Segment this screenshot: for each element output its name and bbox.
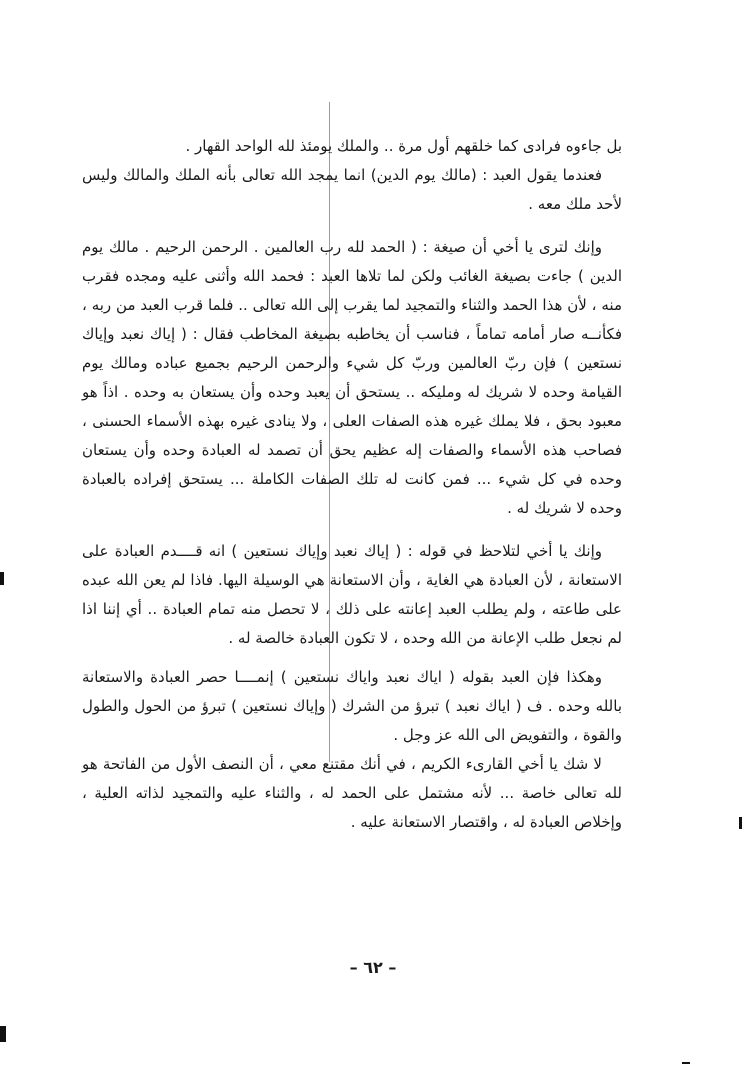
scan-mark [739, 817, 742, 829]
paragraph-6: لا شك يا أخي القارىء الكريم ، في أنك مقتنع معي ، أن النصف الأول من الفاتحة هو لله تعالى خاصة ... لأنه مشتمل على الحمد له ، والثناء عليه والتمجيد لذاته العلية ، وإخلاص العبادة له ، واقتصار الاستعانة عليه . [82, 755, 622, 831]
body-text [82, 132, 622, 837]
paragraph-1: بل جاءوه فرادى كما خلقهم أول مرة .. والملك يومئذ لله الواحد القهار . [185, 137, 622, 155]
page-number: – ٦٢ – [349, 958, 397, 977]
scan-mark [0, 1026, 6, 1042]
paragraph-4: وإنك يا أخي لتلاحظ في قوله : ( إياك نعبد وإياك نستعين ) انه قــــدم العبادة على الاستعانة ، لأن العبادة هي الغاية ، وأن الاستعانة هي الوسيلة اليها. فاذا لم يعن الله عبده على طاعته ، ولم يطلب العبد إعانته على ذلك ، لا تحصل منه تمام العبادة .. أي إننا اذا لم نجعل طلب الإعانة من الله وحده ، لا تكون العبادة خالصة له . [82, 542, 622, 647]
scan-mark [682, 1062, 690, 1064]
paragraph-3: وإنك لترى يا أخي أن صيغة : ( الحمد لله رب العالمين . الرحمن الرحيم . مالك يوم الدين ) جاءت بصيغة الغائب ولكن لما تلاها العبد : فحمد الله وأثنى عليه ومجده فقرب منه ، لأن هذا الحمد والثناء والتمجيد لما يقرب إلى الله تعالى .. فلما قرب العبد من ربه ، فكأنــه صار أمامه تماماً ، فناسب أن يخاطبه بصيغة المخاطب فقال : ( إياك نعبد وإياك نستعين ) فإن ربّ العالمين وربّ كل شيء والرحمن الرحيم بجميع عباده ومالك يوم القيامة وحده لا شريك له ومليكه .. يستحق أن يعبد وحده وأن يستعان به وحده . اذاً هو معبود بحق ، فلا يملك غيره هذه الصفات العلى ، ولا ينادى غيره بهذه الأسماء الحسنى ، فصاحب هذه الأسماء والصفات إله عظيم يحق أن تصمد له العبادة وحده وأن يستعان وحده في كل شيء ... فمن كانت له تلك الصفات الكاملة ... يستحق إفراده بالعبادة وحده لا شريك له . [82, 238, 622, 517]
scan-mark [0, 572, 4, 585]
paragraph-5: وهكذا فإن العبد بقوله ( اياك نعبد واياك نستعين ) إنمــــا حصر العبادة والاستعانة بالله وحده . ف ( اياك نعبد ) تبرؤ من الشرك ( وإياك نستعين ) تبرؤ من الحول والطول والقوة ، والتفويض الى الله عز وجل . [82, 668, 622, 744]
paragraph-2: فعندما يقول العبد : (مالك يوم الدين) انما يمجد الله تعالى بأنه الملك والمالك وليس لأحد ملك معه . [82, 166, 622, 213]
